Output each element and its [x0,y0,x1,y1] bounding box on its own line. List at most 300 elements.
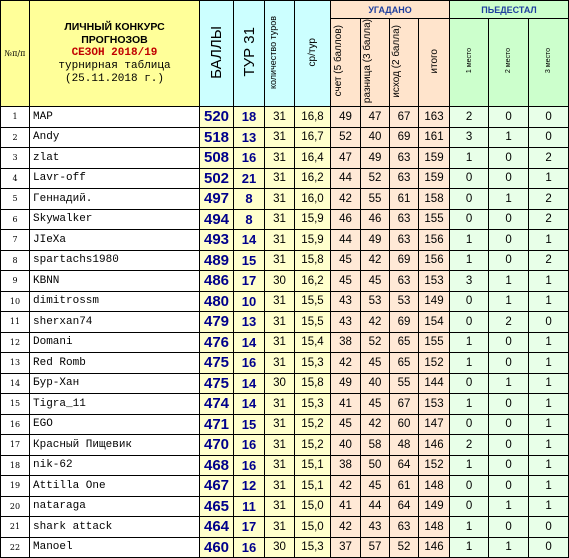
tours-count-value: 31 [265,107,295,128]
points-header: БАЛЛЫ [200,1,234,107]
tours-count-value: 31 [265,189,295,210]
outcome-guessed-value: 65 [390,353,419,374]
tour-points-value: 12 [234,476,265,497]
table-row [1,127,569,148]
total-guessed-value: 152 [419,455,450,476]
place1-value: 2 [450,107,489,128]
outcome-guessed-value: 69 [390,127,419,148]
place3-value: 2 [529,209,569,230]
player-name: Manoel [30,537,200,558]
tours-count-value: 31 [265,312,295,333]
place3-value: 1 [529,291,569,312]
score-guessed-value: 44 [331,168,361,189]
place1-value: 0 [450,291,489,312]
tour-points-value: 17 [234,271,265,292]
player-name: Tigra_11 [30,394,200,415]
outcome-guessed-value: 63 [390,271,419,292]
score-guessed-value: 42 [331,189,361,210]
points-value: 465 [200,496,234,517]
season-label: СЕЗОН 2018/19 [71,47,158,60]
row-number: 5 [1,189,30,210]
row-number: 3 [1,148,30,169]
row-number: 12 [1,332,30,353]
points-value: 470 [200,435,234,456]
table-row [1,414,569,435]
score-guessed-value: 49 [331,107,361,128]
total-guessed-value: 144 [419,373,450,394]
diff-guessed-value: 52 [361,168,390,189]
place1-value: 3 [450,127,489,148]
tour-points-value: 14 [234,394,265,415]
place1-value: 0 [450,312,489,333]
table-row [1,291,569,312]
outcome-guessed-value: 55 [390,373,419,394]
diff-guessed-value: 45 [361,353,390,374]
tours-count-value: 31 [265,332,295,353]
total-guessed-value: 155 [419,209,450,230]
avg-value: 16,7 [295,127,331,148]
place2-value: 0 [489,517,529,538]
score-guessed-value: 49 [331,373,361,394]
table-row [1,537,569,558]
place3-value: 1 [529,435,569,456]
score-guessed-value: 46 [331,209,361,230]
total-guessed-value: 161 [419,127,450,148]
place3-value: 2 [529,148,569,169]
score-guessed-value: 41 [331,496,361,517]
tours-count-value: 31 [265,394,295,415]
score-guessed-value: 42 [331,353,361,374]
row-number: 22 [1,537,30,558]
place2-value: 0 [489,353,529,374]
place2-value: 0 [489,476,529,497]
tour-points-value: 13 [234,312,265,333]
outcome-guessed-value: 63 [390,209,419,230]
total-guessed-value: 153 [419,394,450,415]
score-guessed-value: 41 [331,394,361,415]
row-number: 8 [1,250,30,271]
total-guessed-value: 159 [419,168,450,189]
place3-value: 0 [529,127,569,148]
tours-count-header: количество туров [265,1,295,107]
outcome-guessed-value: 63 [390,517,419,538]
tours-count-value: 31 [265,353,295,374]
table-row [1,168,569,189]
score-guessed-value: 37 [331,537,361,558]
place1-header: 1 место [450,19,489,107]
row-number: 9 [1,271,30,292]
place1-value: 0 [450,496,489,517]
player-name: Lavr-off [30,168,200,189]
place2-value: 1 [489,189,529,210]
table-row [1,353,569,374]
score-guessed-value: 38 [331,332,361,353]
score-guessed-value: 38 [331,455,361,476]
player-name: MAP [30,107,200,128]
table-row [1,394,569,415]
diff-guessed-value: 53 [361,291,390,312]
tour-points-value: 11 [234,496,265,517]
place2-value: 0 [489,209,529,230]
place1-value: 0 [450,476,489,497]
score-guessed-value: 52 [331,127,361,148]
place3-value: 1 [529,394,569,415]
tours-count-value: 30 [265,271,295,292]
points-value: 486 [200,271,234,292]
total-guessed-value: 148 [419,476,450,497]
table-row [1,373,569,394]
player-name: JIeXa [30,230,200,251]
place2-value: 0 [489,148,529,169]
outcome-guessed-value: 63 [390,148,419,169]
points-value: 475 [200,353,234,374]
place3-value: 0 [529,107,569,128]
place2-value: 0 [489,455,529,476]
points-value: 474 [200,394,234,415]
outcome-guessed-value: 60 [390,414,419,435]
tour-points-value: 16 [234,455,265,476]
tours-count-value: 31 [265,209,295,230]
diff-guessed-value: 42 [361,312,390,333]
table-row [1,435,569,456]
total-guessed-value: 158 [419,189,450,210]
avg-value: 15,3 [295,394,331,415]
diff-guessed-value: 45 [361,271,390,292]
place3-value: 1 [529,455,569,476]
points-value: 475 [200,373,234,394]
place1-value: 0 [450,414,489,435]
table-row [1,517,569,538]
tour-points-value: 14 [234,230,265,251]
table-row [1,250,569,271]
tour-points-value: 18 [234,107,265,128]
place1-value: 1 [450,517,489,538]
avg-value: 16,8 [295,107,331,128]
avg-value: 16,2 [295,271,331,292]
guessed-header: УГАДАНО [331,1,450,19]
place1-value: 1 [450,537,489,558]
place1-value: 1 [450,332,489,353]
outcome-guessed-value: 63 [390,230,419,251]
score-guessed-value: 47 [331,148,361,169]
place3-value: 0 [529,517,569,538]
total-guessed-value: 163 [419,107,450,128]
outcome-guessed-value: 67 [390,394,419,415]
table-row [1,107,569,128]
diff-guessed-value: 40 [361,373,390,394]
player-name: KBNN [30,271,200,292]
row-number: 16 [1,414,30,435]
contest-title-line1: ЛИЧНЫЙ КОНКУРС [64,21,165,34]
tour-points-value: 13 [234,127,265,148]
score-guessed-value: 42 [331,476,361,497]
outcome-guessed-value: 69 [390,312,419,333]
points-value: 518 [200,127,234,148]
points-value: 467 [200,476,234,497]
diff-header: разница (3 балла) [361,19,390,107]
row-number: 20 [1,496,30,517]
row-number: 15 [1,394,30,415]
player-name: Red Romb [30,353,200,374]
tour-points-value: 17 [234,517,265,538]
avg-value: 15,9 [295,230,331,251]
tours-count-value: 31 [265,517,295,538]
avg-value: 15,5 [295,312,331,333]
tour-points-value: 14 [234,373,265,394]
place2-value: 0 [489,435,529,456]
tour-points-value: 15 [234,250,265,271]
place2-value: 2 [489,312,529,333]
total-guessed-value: 149 [419,496,450,517]
points-value: 468 [200,455,234,476]
row-number: 6 [1,209,30,230]
points-value: 489 [200,250,234,271]
contest-title-line2: ПРОГНОЗОВ [81,34,148,47]
outcome-guessed-value: 61 [390,189,419,210]
score-guessed-value: 42 [331,517,361,538]
points-value: 460 [200,537,234,558]
avg-value: 15,8 [295,250,331,271]
row-number: 1 [1,107,30,128]
total-guessed-value: 159 [419,148,450,169]
table-row [1,332,569,353]
place3-value: 1 [529,496,569,517]
row-number: 11 [1,312,30,333]
place3-value: 0 [529,312,569,333]
outcome-guessed-value: 48 [390,435,419,456]
place3-value: 0 [529,537,569,558]
points-value: 464 [200,517,234,538]
points-value: 502 [200,168,234,189]
tours-count-value: 31 [265,476,295,497]
tours-count-value: 31 [265,291,295,312]
table-row [1,209,569,230]
avg-value: 15,5 [295,291,331,312]
place2-value: 0 [489,250,529,271]
total-guessed-value: 156 [419,250,450,271]
points-value: 494 [200,209,234,230]
num-header: №п/п [1,1,30,107]
diff-guessed-value: 47 [361,107,390,128]
outcome-guessed-value: 61 [390,476,419,497]
place3-value: 1 [529,332,569,353]
outcome-header: исход (2 балла) [390,19,419,107]
diff-guessed-value: 55 [361,189,390,210]
player-name: Геннадий. [30,189,200,210]
points-value: 493 [200,230,234,251]
place1-value: 1 [450,148,489,169]
table-row [1,189,569,210]
diff-guessed-value: 58 [361,435,390,456]
outcome-guessed-value: 64 [390,496,419,517]
place3-value: 1 [529,353,569,374]
outcome-guessed-value: 65 [390,332,419,353]
diff-guessed-value: 44 [361,496,390,517]
player-name: Andy [30,127,200,148]
diff-guessed-value: 45 [361,476,390,497]
row-number: 19 [1,476,30,497]
total-guessed-value: 147 [419,414,450,435]
place3-header: 3 место [529,19,569,107]
player-name: dimitrossm [30,291,200,312]
place3-value: 1 [529,373,569,394]
diff-guessed-value: 42 [361,414,390,435]
tour-points-value: 8 [234,189,265,210]
points-value: 471 [200,414,234,435]
place1-value: 1 [450,230,489,251]
tour-points-value: 14 [234,332,265,353]
podium-header: ПЬЕДЕСТАЛ [450,1,569,19]
place1-value: 0 [450,168,489,189]
row-number: 14 [1,373,30,394]
diff-guessed-value: 42 [361,250,390,271]
avg-value: 15,8 [295,373,331,394]
points-value: 497 [200,189,234,210]
points-value: 479 [200,312,234,333]
score-guessed-value: 40 [331,435,361,456]
avg-value: 15,3 [295,537,331,558]
outcome-guessed-value: 52 [390,537,419,558]
player-name: Skywalker [30,209,200,230]
tour-points-value: 16 [234,537,265,558]
tour-points-value: 10 [234,291,265,312]
place2-value: 1 [489,291,529,312]
row-number: 2 [1,127,30,148]
tour-points-value: 21 [234,168,265,189]
tours-count-value: 30 [265,373,295,394]
place2-value: 0 [489,230,529,251]
diff-guessed-value: 52 [361,332,390,353]
table-subtitle: турнирная таблица [58,60,171,73]
row-number: 13 [1,353,30,374]
avg-header: ср/тур [295,1,331,107]
row-number: 10 [1,291,30,312]
points-value: 508 [200,148,234,169]
place1-value: 0 [450,373,489,394]
score-guessed-value: 43 [331,312,361,333]
place3-value: 2 [529,189,569,210]
diff-guessed-value: 46 [361,209,390,230]
score-header: счет (5 баллов) [331,19,361,107]
outcome-guessed-value: 64 [390,455,419,476]
total-guessed-value: 149 [419,291,450,312]
place1-value: 1 [450,455,489,476]
place1-value: 1 [450,250,489,271]
score-guessed-value: 45 [331,271,361,292]
tour-points-value: 16 [234,148,265,169]
tours-count-value: 31 [265,127,295,148]
place1-value: 2 [450,435,489,456]
place1-value: 1 [450,394,489,415]
player-name: spartachs1980 [30,250,200,271]
row-number: 18 [1,455,30,476]
place2-value: 0 [489,394,529,415]
place1-value: 0 [450,189,489,210]
avg-value: 15,2 [295,435,331,456]
player-name: sherxan74 [30,312,200,333]
diff-guessed-value: 49 [361,148,390,169]
place2-value: 0 [489,107,529,128]
place3-value: 1 [529,271,569,292]
player-name: nataraga [30,496,200,517]
total-guessed-value: 154 [419,312,450,333]
table-row [1,312,569,333]
avg-value: 15,3 [295,353,331,374]
place2-value: 1 [489,496,529,517]
avg-value: 16,2 [295,168,331,189]
tour-points-value: 15 [234,414,265,435]
row-number: 21 [1,517,30,538]
total-header: итого [419,19,450,107]
place3-value: 1 [529,414,569,435]
table-row [1,230,569,251]
avg-value: 15,1 [295,455,331,476]
tour-points-value: 16 [234,353,265,374]
total-guessed-value: 148 [419,517,450,538]
score-guessed-value: 45 [331,414,361,435]
tours-count-value: 31 [265,250,295,271]
tours-count-value: 31 [265,435,295,456]
avg-value: 15,0 [295,517,331,538]
place3-value: 1 [529,476,569,497]
score-guessed-value: 44 [331,230,361,251]
table-row [1,148,569,169]
total-guessed-value: 153 [419,271,450,292]
total-guessed-value: 152 [419,353,450,374]
score-guessed-value: 43 [331,291,361,312]
place2-value: 0 [489,332,529,353]
tours-count-value: 31 [265,414,295,435]
place2-value: 1 [489,537,529,558]
avg-value: 15,1 [295,476,331,497]
outcome-guessed-value: 67 [390,107,419,128]
table-date: (25.11.2018 г.) [64,73,165,86]
table-row [1,476,569,497]
tours-count-value: 31 [265,496,295,517]
outcome-guessed-value: 53 [390,291,419,312]
avg-value: 15,2 [295,414,331,435]
avg-value: 16,0 [295,189,331,210]
avg-value: 15,9 [295,209,331,230]
place3-value: 1 [529,230,569,251]
place1-value: 0 [450,209,489,230]
row-number: 4 [1,168,30,189]
place3-value: 2 [529,250,569,271]
player-name: Domani [30,332,200,353]
tours-count-value: 31 [265,148,295,169]
outcome-guessed-value: 63 [390,168,419,189]
place1-value: 3 [450,271,489,292]
total-guessed-value: 146 [419,537,450,558]
outcome-guessed-value: 69 [390,250,419,271]
place2-value: 1 [489,127,529,148]
table-row [1,455,569,476]
score-guessed-value: 45 [331,250,361,271]
diff-guessed-value: 40 [361,127,390,148]
tours-count-value: 31 [265,455,295,476]
avg-value: 16,4 [295,148,331,169]
place2-value: 1 [489,373,529,394]
tour-points-value: 8 [234,209,265,230]
tours-count-value: 30 [265,537,295,558]
total-guessed-value: 155 [419,332,450,353]
points-value: 480 [200,291,234,312]
table-row [1,271,569,292]
total-guessed-value: 146 [419,435,450,456]
diff-guessed-value: 43 [361,517,390,538]
player-name: Красный Пищевик [30,435,200,456]
title-block [30,1,200,107]
